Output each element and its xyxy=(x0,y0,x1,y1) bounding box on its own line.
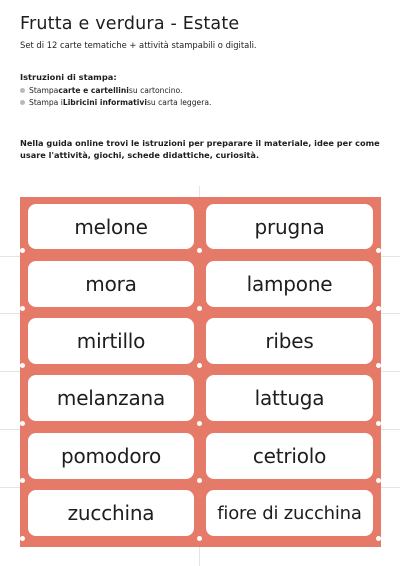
hole-punch-dot-icon xyxy=(197,363,202,368)
print-instruction-item xyxy=(20,98,211,107)
hole-punch-dot-icon xyxy=(20,478,25,483)
card-word: ribes xyxy=(265,329,314,353)
card-sheet xyxy=(20,197,381,547)
card-word: lampone xyxy=(246,272,333,296)
print-instructions-heading: Istruzioni di stampa: xyxy=(20,72,117,82)
card-word: zucchina xyxy=(67,501,155,525)
hole-punch-dot-icon xyxy=(376,306,381,311)
instruction-bold: Libricini informativi xyxy=(62,98,147,107)
instruction-prefix: Stampa i xyxy=(29,98,63,107)
word-card xyxy=(206,490,373,536)
card-word: melone xyxy=(74,214,148,239)
word-card xyxy=(28,261,194,307)
hole-punch-dot-icon xyxy=(197,536,202,541)
hole-punch-dot-icon xyxy=(20,536,25,541)
bullet-icon xyxy=(20,100,25,105)
hole-punch-dot-icon xyxy=(20,248,25,253)
card-word: prugna xyxy=(254,214,325,239)
hole-punch-dot-icon xyxy=(376,421,381,426)
card-word: mora xyxy=(85,272,137,296)
print-instruction-item xyxy=(20,86,182,95)
card-word: cetriolo xyxy=(252,444,327,468)
instruction-prefix: Stampa xyxy=(29,86,59,95)
card-word: melanzana xyxy=(56,386,166,410)
word-card xyxy=(28,375,194,421)
hole-punch-dot-icon xyxy=(376,536,381,541)
word-card xyxy=(206,261,373,307)
hole-punch-dot-icon xyxy=(20,306,25,311)
hole-punch-dot-icon xyxy=(376,478,381,483)
word-card xyxy=(206,433,373,479)
hole-punch-dot-icon xyxy=(197,478,202,483)
page-subtitle: Set di 12 carte tematiche + attività stampabili o digitali. xyxy=(20,40,257,50)
page-title: Frutta e verdura - Estate xyxy=(20,14,240,34)
instruction-bold: carte e cartellini xyxy=(58,86,129,95)
word-card xyxy=(206,204,373,249)
word-card xyxy=(28,490,194,536)
word-card xyxy=(206,318,373,364)
card-word: lattuga xyxy=(254,386,325,410)
hole-punch-dot-icon xyxy=(197,306,202,311)
card-word: fiore di zucchina xyxy=(217,502,362,524)
hole-punch-dot-icon xyxy=(376,248,381,253)
word-card xyxy=(28,204,194,249)
word-card xyxy=(28,318,194,364)
hole-punch-dot-icon xyxy=(197,421,202,426)
word-card xyxy=(28,433,194,479)
word-card xyxy=(206,375,373,421)
hole-punch-dot-icon xyxy=(20,363,25,368)
hole-punch-dot-icon xyxy=(20,421,25,426)
hole-punch-dot-icon xyxy=(376,363,381,368)
hole-punch-dot-icon xyxy=(197,248,202,253)
card-word: mirtillo xyxy=(76,329,146,353)
guide-text: Nella guida online trovi le istruzioni per preparare il materiale, idee per come usare l'attività, giochi, schede didattiche, curiosità. xyxy=(20,138,380,161)
bullet-icon xyxy=(20,88,25,93)
instruction-suffix: su cartoncino. xyxy=(128,86,183,95)
instruction-suffix: su carta leggera. xyxy=(146,98,212,107)
card-word: pomodoro xyxy=(60,444,161,468)
